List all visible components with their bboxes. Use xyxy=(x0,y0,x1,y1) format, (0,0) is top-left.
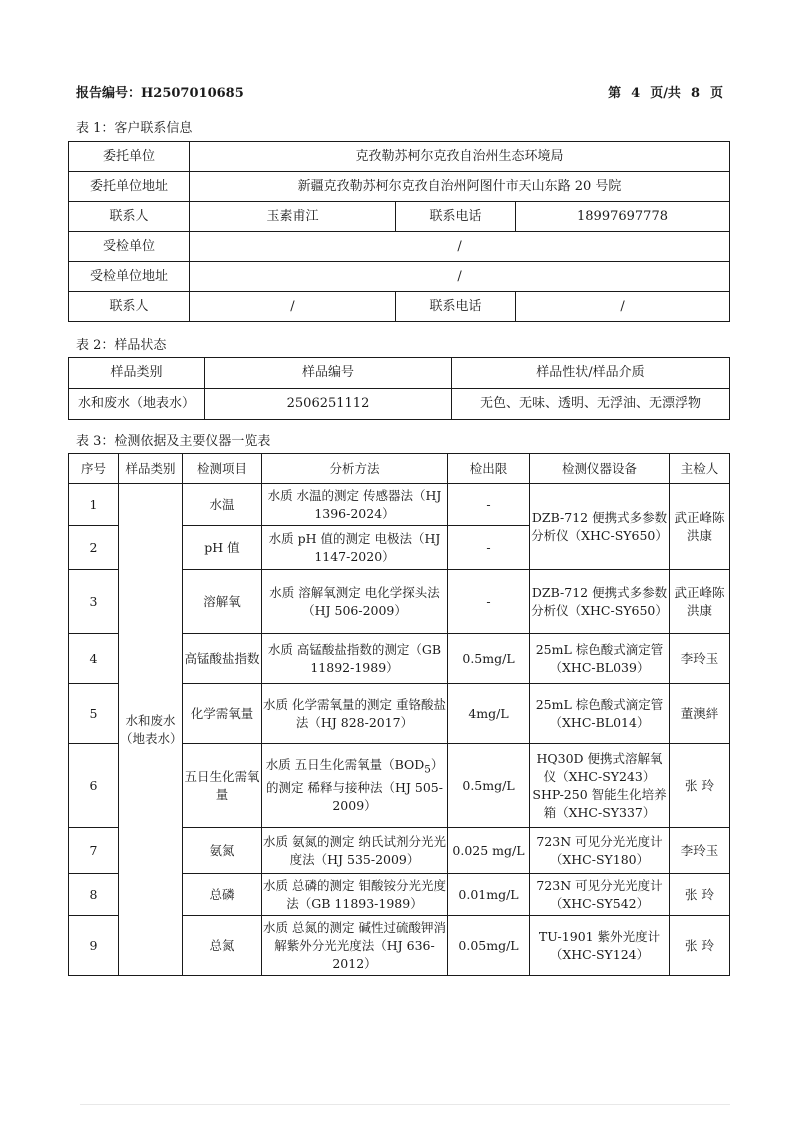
row-number: 4 xyxy=(69,634,119,684)
test-item: 总磷 xyxy=(183,874,262,916)
analysis-method: 水质 高锰酸盐指数的测定（GB 11892-1989） xyxy=(262,634,448,684)
row-number: 9 xyxy=(69,916,119,976)
contact-label: 联系人 xyxy=(69,202,190,232)
instrument: DZB-712 便携式多参数分析仪（XHC-SY650） xyxy=(530,484,670,570)
phone-label: 联系电话 xyxy=(396,202,516,232)
page-prefix: 第 xyxy=(608,86,622,101)
method-part-a: 水质 五日生化需氧量（BOD xyxy=(265,757,425,773)
inspector: 董澳絆 xyxy=(670,684,730,744)
test-item: 氨氮 xyxy=(183,828,262,874)
sample-number: 2506251112 xyxy=(205,389,452,420)
row-number: 3 xyxy=(69,570,119,634)
contact2-label: 联系人 xyxy=(69,292,190,322)
analysis-method: 水质 水温的测定 传感器法（HJ 1396-2024） xyxy=(262,484,448,526)
table-row xyxy=(69,262,730,292)
sample-type-cell: 水和废水（地表水） xyxy=(119,484,183,976)
column-header: 检测项目 xyxy=(183,454,262,484)
inspected-unit: / xyxy=(190,232,730,262)
row-number: 5 xyxy=(69,684,119,744)
row-number: 1 xyxy=(69,484,119,526)
table-header-row xyxy=(69,454,730,484)
column-header: 检测仪器设备 xyxy=(530,454,670,484)
column-header: 样品类别 xyxy=(119,454,183,484)
sample-description: 无色、无味、透明、无浮油、无漂浮物 xyxy=(452,389,730,420)
table-row xyxy=(69,232,730,262)
page-middle: 页/共 xyxy=(650,86,681,101)
sample-status-table xyxy=(68,357,730,420)
table-header-row xyxy=(69,358,730,389)
test-item: 化学需氧量 xyxy=(183,684,262,744)
row-number: 8 xyxy=(69,874,119,916)
page-indicator xyxy=(598,82,723,101)
phone2-label: 联系电话 xyxy=(396,292,516,322)
analysis-method xyxy=(262,744,448,828)
inspector: 李玲玉 xyxy=(670,828,730,874)
detection-limit: 4mg/L xyxy=(448,684,530,744)
row-number: 2 xyxy=(69,526,119,570)
method-part-b: ）的测定 稀释与接种法（HJ 505-2009） xyxy=(266,757,444,813)
scan-line xyxy=(80,1104,730,1105)
table-row xyxy=(69,484,730,526)
detection-limit: 0.5mg/L xyxy=(448,634,530,684)
report-number xyxy=(76,82,244,101)
inspector: 李玲玉 xyxy=(670,634,730,684)
analysis-method: 水质 氨氮的测定 纳氏试剂分光光度法（HJ 535-2009） xyxy=(262,828,448,874)
detection-limit: 0.5mg/L xyxy=(448,744,530,828)
client-info-table xyxy=(68,141,730,322)
page-suffix: 页 xyxy=(709,86,723,101)
inspected-address-label: 受检单位地址 xyxy=(69,262,190,292)
report-number-label: 报告编号： xyxy=(76,86,142,101)
methods-instruments-table xyxy=(68,453,730,976)
contact: 玉素甫江 xyxy=(190,202,396,232)
page-total: 8 xyxy=(690,86,700,101)
detection-limit: 0.05mg/L xyxy=(448,916,530,976)
table-row xyxy=(69,202,730,232)
table3-caption: 表 3：检测依据及主要仪器一览表 xyxy=(76,434,271,449)
table-row xyxy=(69,389,730,420)
analysis-method: 水质 pH 值的测定 电极法（HJ 1147-2020） xyxy=(262,526,448,570)
table-row xyxy=(69,142,730,172)
contact2: / xyxy=(190,292,396,322)
detection-limit: 0.01mg/L xyxy=(448,874,530,916)
column-header: 样品类别 xyxy=(69,358,205,389)
test-item: 高锰酸盐指数 xyxy=(183,634,262,684)
test-item: 总氮 xyxy=(183,916,262,976)
analysis-method: 水质 总氮的测定 碱性过硫酸钾消解紫外分光光度法（HJ 636-2012） xyxy=(262,916,448,976)
column-header: 样品性状/样品介质 xyxy=(452,358,730,389)
inspector: 武正峰陈洪康 xyxy=(670,570,730,634)
client-unit: 克孜勒苏柯尔克孜自治州生态环境局 xyxy=(190,142,730,172)
client-address-label: 委托单位地址 xyxy=(69,172,190,202)
table2-caption: 表 2：样品状态 xyxy=(76,338,167,353)
detection-limit: - xyxy=(448,484,530,526)
analysis-method: 水质 化学需氧量的测定 重铬酸盐法（HJ 828-2017） xyxy=(262,684,448,744)
phone2: / xyxy=(516,292,730,322)
column-header: 序号 xyxy=(69,454,119,484)
instrument: DZB-712 便携式多参数分析仪（XHC-SY650） xyxy=(530,570,670,634)
column-header: 分析方法 xyxy=(262,454,448,484)
detection-limit: - xyxy=(448,526,530,570)
inspector: 张 玲 xyxy=(670,916,730,976)
inspector: 张 玲 xyxy=(670,874,730,916)
column-header: 主检人 xyxy=(670,454,730,484)
test-item: 水温 xyxy=(183,484,262,526)
detection-limit: - xyxy=(448,570,530,634)
sample-type: 水和废水（地表水） xyxy=(69,389,205,420)
instrument: 25mL 棕色酸式滴定管（XHC-BL014） xyxy=(530,684,670,744)
inspected-address: / xyxy=(190,262,730,292)
analysis-method: 水质 溶解氧测定 电化学探头法（HJ 506-2009） xyxy=(262,570,448,634)
inspector: 张 玲 xyxy=(670,744,730,828)
row-number: 6 xyxy=(69,744,119,828)
instrument: 723N 可见分光光度计（XHC-SY542） xyxy=(530,874,670,916)
instrument: 25mL 棕色酸式滴定管（XHC-BL039） xyxy=(530,634,670,684)
instrument: HQ30D 便携式溶解氧仪（XHC-SY243）SHP-250 智能生化培养箱（XHC-SY337） xyxy=(530,744,670,828)
instrument: TU-1901 紫外光度计（XHC-SY124） xyxy=(530,916,670,976)
row-number: 7 xyxy=(69,828,119,874)
test-item: pH 值 xyxy=(183,526,262,570)
instrument: 723N 可见分光光度计（XHC-SY180） xyxy=(530,828,670,874)
analysis-method: 水质 总磷的测定 钼酸铵分光光度法（GB 11893-1989） xyxy=(262,874,448,916)
test-item: 溶解氧 xyxy=(183,570,262,634)
inspected-unit-label: 受检单位 xyxy=(69,232,190,262)
table-row xyxy=(69,172,730,202)
table1-caption: 表 1：客户联系信息 xyxy=(76,121,193,136)
test-item: 五日生化需氧量 xyxy=(183,744,262,828)
method-subscript: 5 xyxy=(424,763,431,776)
phone: 18997697778 xyxy=(516,202,730,232)
column-header: 样品编号 xyxy=(205,358,452,389)
inspector: 武正峰陈洪康 xyxy=(670,484,730,570)
client-unit-label: 委托单位 xyxy=(69,142,190,172)
page-current: 4 xyxy=(631,86,641,101)
table-row xyxy=(69,292,730,322)
client-address: 新疆克孜勒苏柯尔克孜自治州阿图什市天山东路 20 号院 xyxy=(190,172,730,202)
report-number-value: H2507010685 xyxy=(141,86,244,101)
detection-limit: 0.025 mg/L xyxy=(448,828,530,874)
column-header: 检出限 xyxy=(448,454,530,484)
